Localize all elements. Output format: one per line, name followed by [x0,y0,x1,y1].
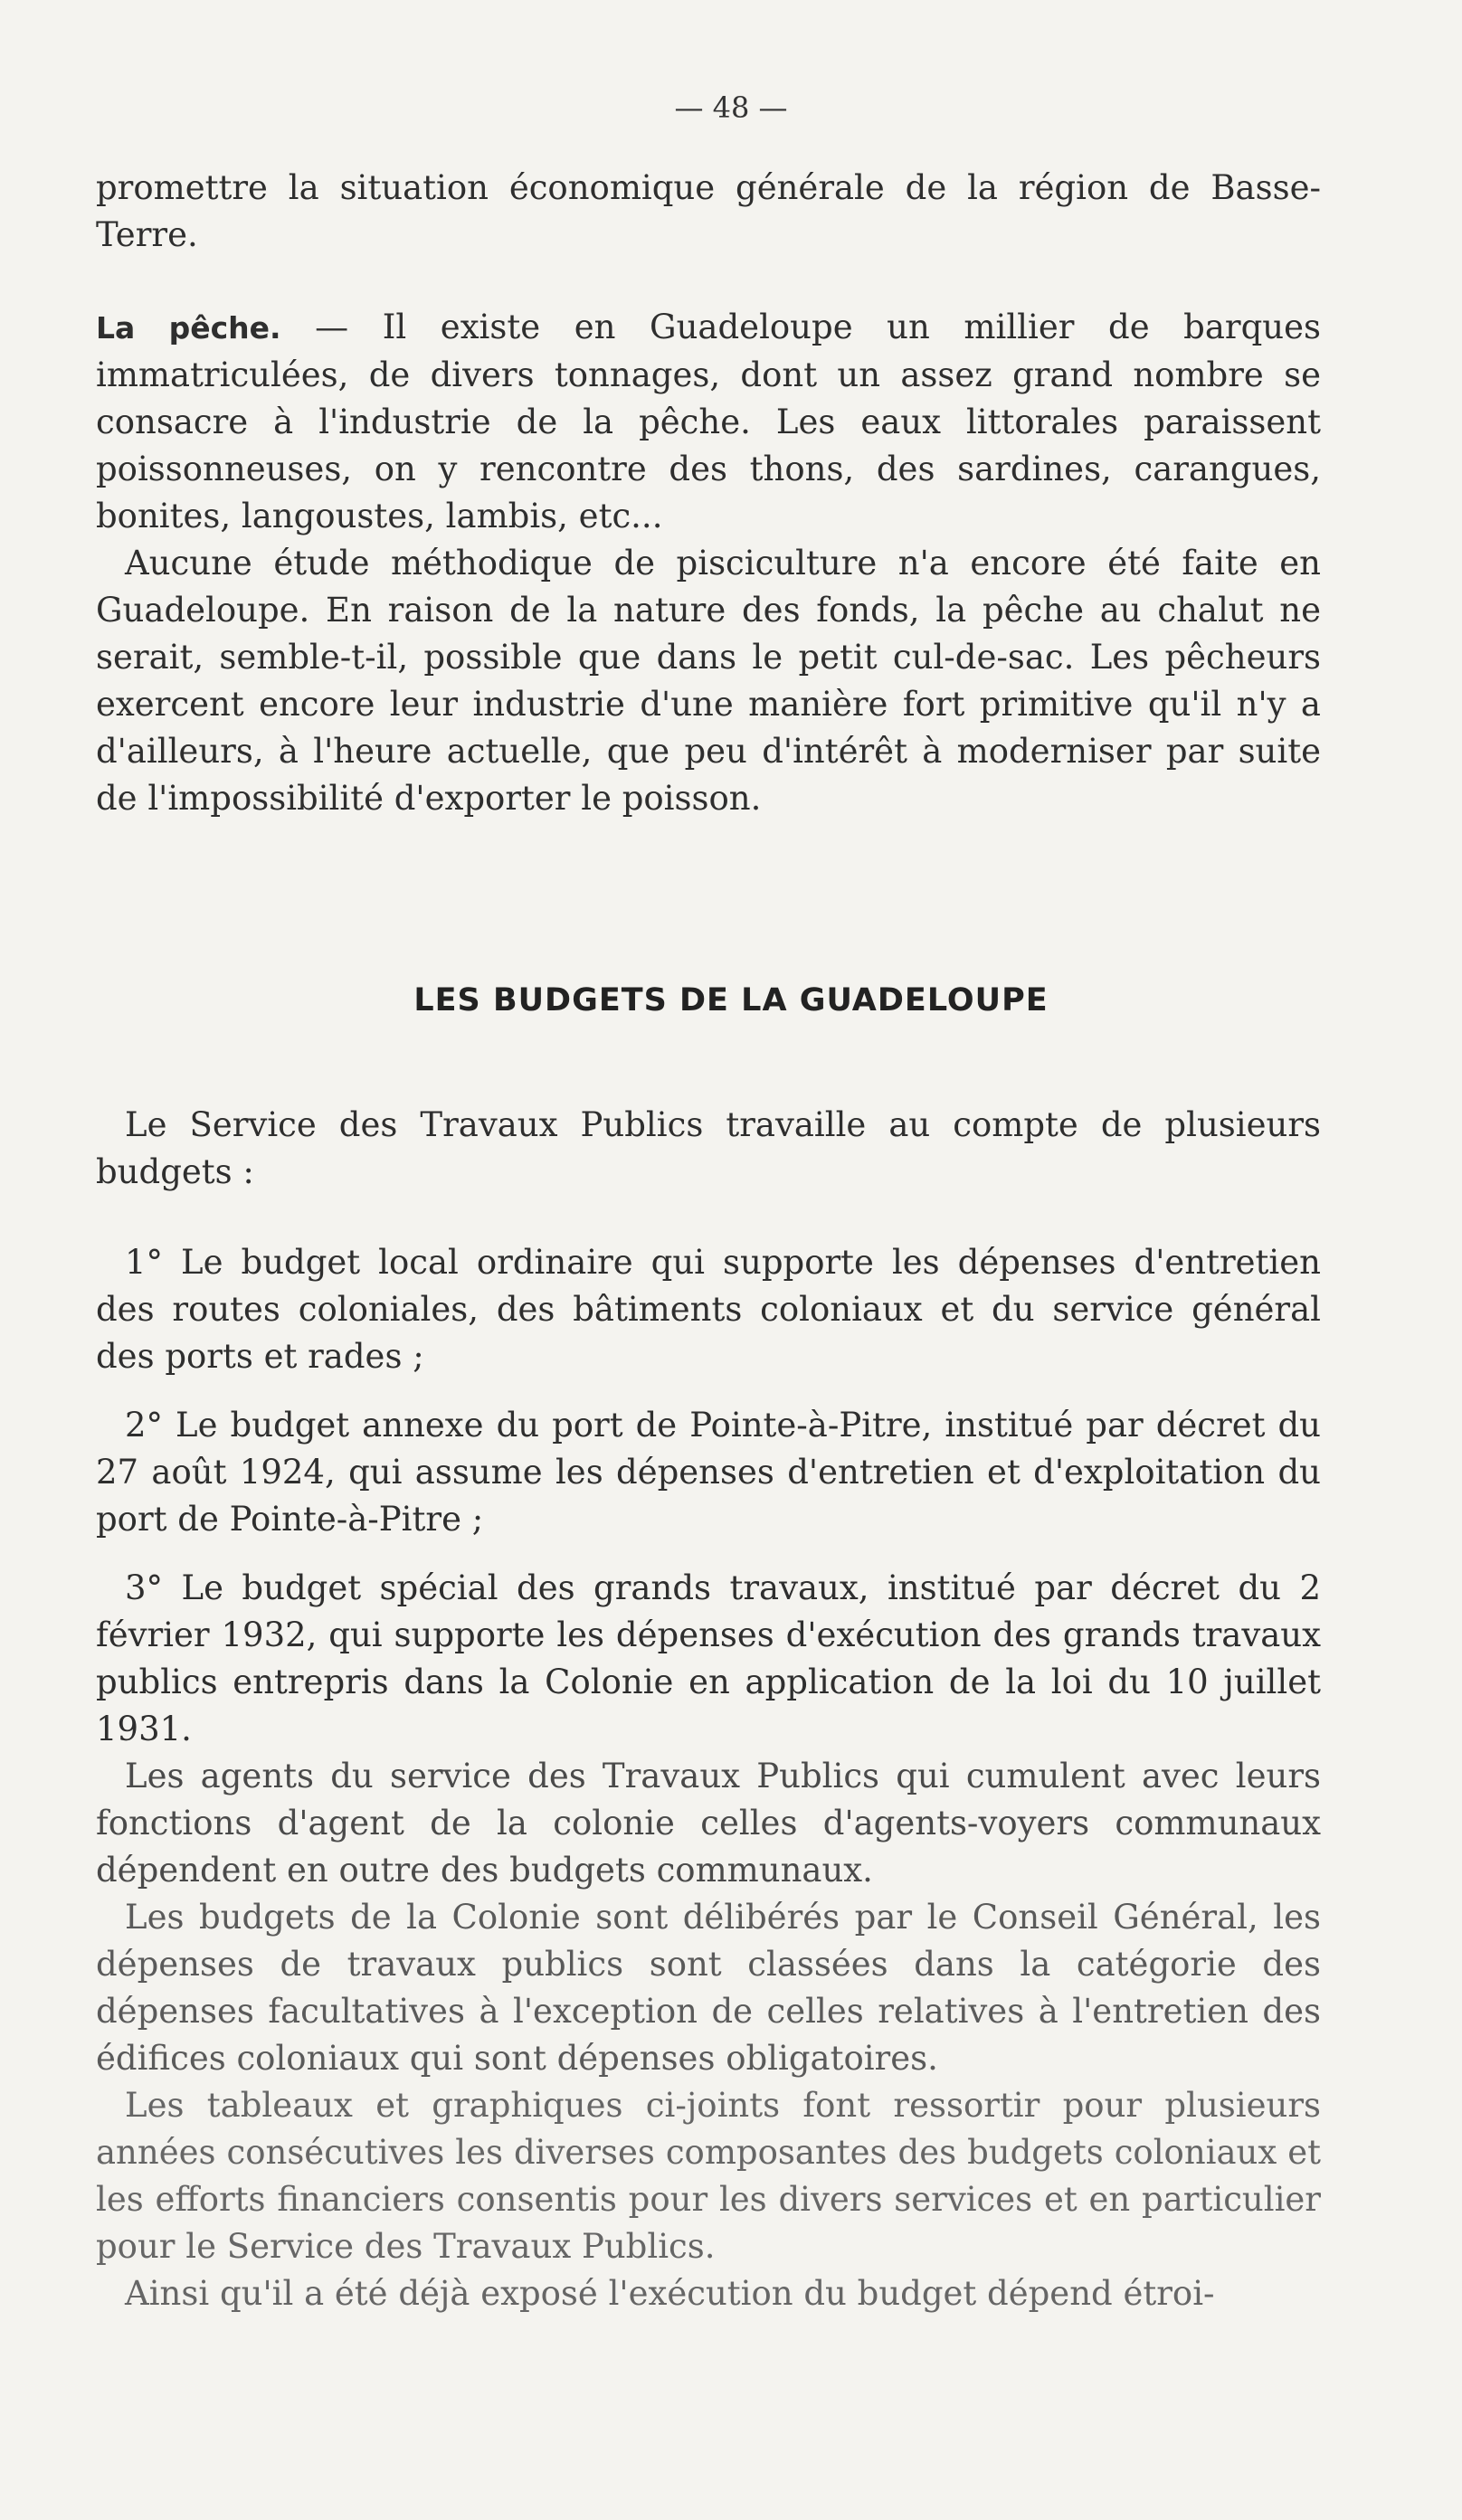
budgets-intro-text: Le Service des Travaux Publics travaille au compte de plusieurs budgets : [96,1105,1321,1191]
agents-paragraph: Les agents du service des Travaux Publics qui cumulent avec leurs fonctions d'agent de la colonie celles d'agents-voyers communaux dépendent en outre des budgets communaux. [96,1757,1321,1890]
conseil-paragraph: Les budgets de la Colonie sont délibérés par le Conseil Général, les dépenses de travaux publics sont classées dans la catégorie des dépenses facultatives à l'exception de celles relatives à l'entretien des édifices coloniaux qui sont dépenses obligatoires. [96,1898,1321,2078]
peche-paragraph-2: Aucune étude méthodique de pisciculture n'a encore été faite en Guadeloupe. En raison de la nature des fonds, la pêche au chalut ne serait, semble-t-il, possible que dans le petit cul-de-sac. Les pêcheurs exercent encore leur industrie d'une manière fort primitive qu'il n'y a d'ailleurs, à l'heure actuelle, que peu d'intérêt à moderniser par suite de l'impossibilité d'exporter le poisson. [96,544,1321,818]
peche-text: — Il existe en Guadeloupe un millier de barques immatriculées, de divers tonnages, dont un assez grand nombre se consacre à l'industrie de la pêche. Les eaux littorales paraissent poissonneuses, on y rencontre des thons, des sardines, carangues, bonites, langoustes, lambis, etc... [96,308,1322,535]
peche-section [96,304,1321,822]
section-heading: LES BUDGETS DE LA GUADELOUPE [413,982,1049,1018]
tableaux-paragraph: Les tableaux et graphiques ci-joints font ressortir pour plusieurs années consécutives les diverses composantes des budgets coloniaux et les efforts financiers consentis pour les divers services et en particulier pour le Service des Travaux Publics. [96,2086,1321,2266]
peche-paragraph-1 [96,304,1321,540]
budgets-intro-paragraph [96,1102,1321,1196]
budget-item-1 [96,1239,1321,1380]
budget-item-3-text: 3° Le budget spécial des grands travaux, institué par décret du 2 février 1932, qui supporte les dépenses d'exécution des grands travaux publics entrepris dans la Colonie en application de la loi du 10 juillet 1931. [96,1568,1321,1748]
ainsi-paragraph: Ainsi qu'il a été déjà exposé l'exécution du budget dépend étroi- [125,2274,1215,2313]
page-number: — 48 — [674,90,788,125]
budget-item-3-and-following [96,1565,1321,2317]
intro-text: promettre la situation économique générale de la région de Basse-Terre. [96,168,1321,254]
budget-item-2 [96,1402,1321,1543]
intro-paragraph [96,165,1321,259]
peche-title: La pêche. [96,310,281,346]
budget-item-1-text: 1° Le budget local ordinaire qui supporte les dépenses d'entretien des routes coloniales, des bâtiments coloniaux et du service général des ports et rades ; [96,1243,1321,1376]
budget-item-2-text: 2° Le budget annexe du port de Pointe-à-Pitre, institué par décret du 27 août 1924, qui assume les dépenses d'entretien et d'exploitation du port de Pointe-à-Pitre ; [96,1406,1321,1539]
